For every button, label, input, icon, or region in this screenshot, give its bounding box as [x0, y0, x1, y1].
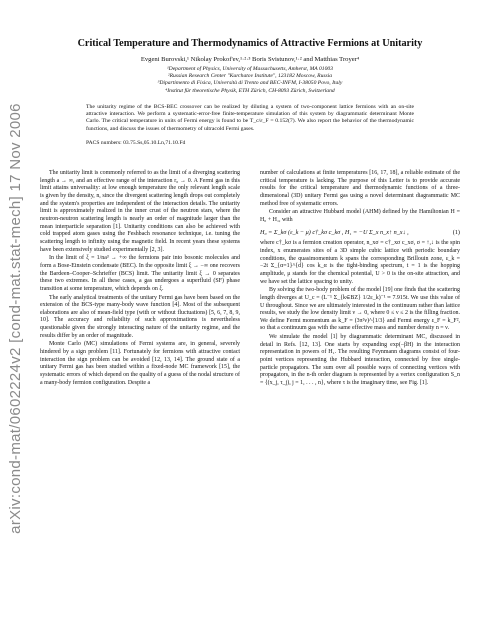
- body-paragraph: where c†_kσ is a fermion creation operator, n_xσ = c†_xσ c_xσ, σ = ↑,↓ is the spin index, x enumerates sites of a 3D simple cubic lattice with periodic boundary conditions, the quasimomentum k spans the corresponding Brillouin zone, ε_k = −2t Σ_{α=1}^{d} cos k_α is the tight-binding spectrum, t = 1 is the hopping amplitude, μ stands for the chemical potential, U > 0 is the on-site attraction, and we have set the lattice spacing to unity.: [260, 240, 460, 285]
- body-paragraph: We simulate the model [1] by diagrammatic determinant MC, discussed in detail in Refs. [12, 13]. One starts by expanding exp(−βH) in the interaction representation in powers of H₁. The resulting Feynmann diagrams consist of four-point vertices representing the Hubbard interaction, connected by free single-particle propagators. The sum over all possible ways of connecting vertices with propagators, in the n-th order diagram is represented by a vertex configuration S_n = {(x_j, τ_j), j = 1, . . . , n}, where τ is the imaginary time, see Fig. [1].: [260, 334, 460, 387]
- abstract: The unitarity regime of the BCS-BEC crossover can be realized by diluting a system of two-component lattice fermions with an on-site attractive interaction. We perform a systematic-error-free finite-temperature simulation of this system by diagrammatic determinant Monte Carlo. The critical temperature in units of Fermi energy is found to be T_c/ε_F = 0.152(7). We also report the behavior of the thermodynamic functions, and discuss the issues of thermometry of ultracold Fermi gases.: [86, 103, 414, 132]
- body-paragraph: number of calculations at finite temperatures [16, 17, 18], a reliable estimate of the critical temperature is lacking. The purpose of this Letter is to provide accurate results for the critical temperature and thermodynamic functions of a three-dimensional (3D) unitary Fermi gas using a novel determinant diagrammatic MC method free of systematic errors.: [260, 170, 460, 207]
- left-column: [40, 170, 240, 388]
- affiliation: ⁴Institut für theoretische Physik, ETH Zürich, CH-8093 Zürich, Switzerland: [165, 87, 335, 94]
- affiliation-list: [40, 66, 460, 95]
- paper-page: [40, 38, 460, 388]
- body-paragraph: The unitarity limit is commonly referred to as the limit of a diverging scattering length a → ∞, and an effective range of the interaction r₀ → 0. A Fermi gas in this limit attains universality: at low enough temperature the only relevant length scale is given by the density, n, since the divergent scattering length drops out completely and the system's properties are independent of the interaction details. The unitarity limit is approximately realized in the inner crust of the neutron stars, where the neutron-neutron scattering length is nearly an order of magnitude larger than the mean interparticle separation [1]. Unitarity conditions can also be achieved with cold trapped atom gases using the Feshbach resonance technique, i.e. tuning the scattering length to infinity using the magnetic field. In recent years these systems have been extensively studied experimentally [2, 3].: [40, 170, 240, 253]
- right-column: [260, 170, 460, 388]
- affiliation: ³Dipartimento di Fisica, Università di Trento and BEC-INFM, I-38050 Povo, Italy: [157, 80, 343, 87]
- author-list: Evgeni Burovski,¹ Nikolay Prokof'ev,¹·²·³ Boris Svistunov,¹·² and Matthias Troyer⁴: [140, 56, 360, 63]
- body-paragraph: The early analytical treatments of the unitary Fermi gas have been based on the extension of the BCS-type many-body wave function [4]. Most of the subsequent elaborations are also of mean-field type (with or without fluctuations) [5, 6, 7, 8, 9, 10]. The accuracy and reliability of such approximations is nevertheless questionable given the strongly interacting nature of the unitarity regime, and the results differ by an order of magnitude.: [40, 294, 240, 339]
- affiliation: ²Russian Research Center "Kurchatov Institute", 123182 Moscow, Russia: [167, 73, 333, 80]
- body-paragraph: In the limit of ξ = 1/na³ → +∞ the fermions pair into bosonic molecules and form a Bose-Einstein condensate (BEC). In the opposite limit ξ → −∞ one recovers the Bardeen–Cooper–Schrieffer (BCS) limit. The unitarity limit ξ → 0 separates these two extremes. In all these cases, a gas undergoes a superfluid (SF) phase transition at some temperature, which depends on ξ.: [40, 255, 240, 292]
- hamiltonian-equation: [260, 229, 460, 237]
- body-paragraph: Consider an attractive Hubbard model (AHM) defined by the Hamiltonian H = H₀ + H₁, with: [260, 209, 460, 223]
- body-paragraph: By solving the two-body problem of the model [19] one finds that the scattering length diverges at U_c = (L⁻¹ Σ_{k∈BZ} 1/2ε_k)⁻¹ ≈ 7.915t. We use this value of U throughout. Since we are ultimately interested in the continuum rather than lattice results, we study the low density limit ν → 0, where 0 ≤ ν ≤ 2 is the filling fraction. We define Fermi momentum as k_F = (3π²ν)^{1/3} and Fermi energy ε_F = k_F², so that a continuum gas with the same effective mass and number density n = ν.: [260, 287, 460, 332]
- paper-title: Critical Temperature and Thermodynamics of Attractive Fermions at Unitarity: [77, 38, 423, 49]
- pacs-numbers: PACS numbers: 03.75.Ss,05.10.Ln,71.10.Fd: [86, 140, 186, 146]
- equation-body: H₀ = Σ_kσ (ε_k − μ) c†_kσ c_kσ , H₁ = −U Σ_x n_x↑ n_x↓ ,: [260, 228, 409, 236]
- affiliation: ¹Department of Physics, University of Massachusetts, Amherst, MA 01003: [166, 66, 333, 72]
- body-columns: [40, 170, 460, 388]
- arxiv-identifier: [6, 0, 24, 636]
- equation-number: (1): [452, 228, 460, 236]
- arxiv-identifier-text: arXiv:cond-mat/0602224v2 [cond-mat.stat-mech] 17 Nov 2006: [6, 102, 24, 534]
- body-paragraph: Monte Carlo (MC) simulations of Fermi systems are, in general, severely hindered by a sign problem [11]. Fortunately for fermions with attractive contact interaction the sign problem can be avoided [12, 13, 14]. The ground state of a unitary Fermi gas has been studied within a fixed-node MC framework [15], the systematic errors of which depend on the quality of a guess of the nodal structure of a many-body fermion configuration. Despite a: [40, 341, 240, 386]
